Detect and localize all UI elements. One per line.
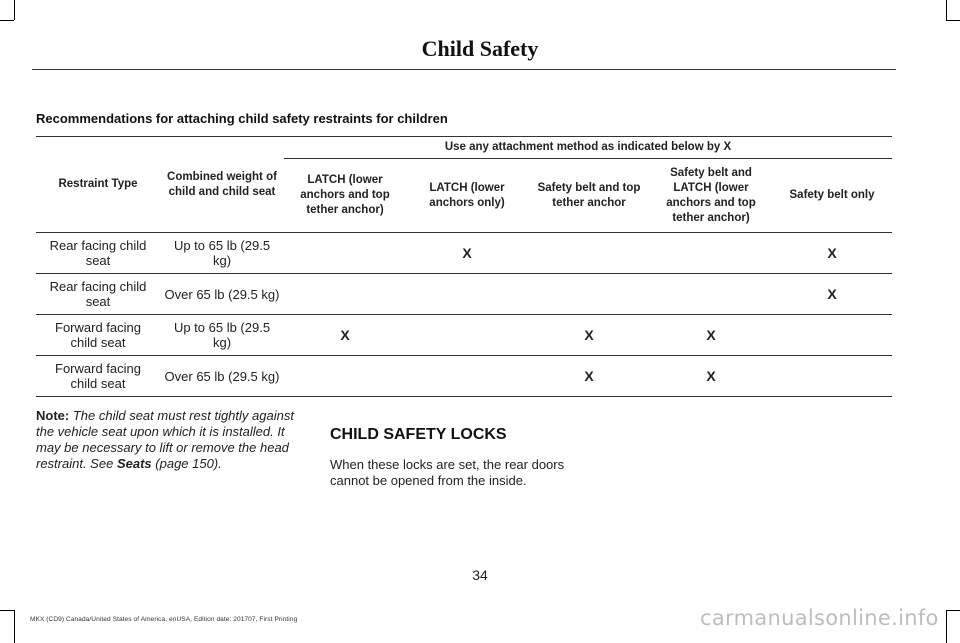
note-paragraph xyxy=(36,408,308,472)
seats-link[interactable]: Seats xyxy=(116,456,152,471)
crop-mark xyxy=(946,610,960,611)
col-header-method: Safety belt and LATCH (lower anchors and top tether anchor) xyxy=(650,159,772,233)
mark-cell xyxy=(528,274,650,315)
table-row xyxy=(36,274,892,315)
weight-cell: Up to 65 lb (29.5 kg) xyxy=(160,315,284,356)
group-header: Use any attachment method as indicated below by X xyxy=(284,137,892,159)
mark-cell: X xyxy=(528,356,650,397)
col-header-combined-weight: Combined weight of child and child seat xyxy=(160,137,284,233)
crop-mark xyxy=(946,0,947,20)
mark-cell xyxy=(284,274,406,315)
mark-cell xyxy=(406,315,528,356)
mark-cell: X xyxy=(406,233,528,274)
mark-cell xyxy=(772,356,892,397)
crop-mark xyxy=(0,610,14,611)
mark-cell: X xyxy=(650,315,772,356)
mark-cell: X xyxy=(772,233,892,274)
restraint-type-cell: Rear facing child seat xyxy=(36,233,160,274)
page-number: 34 xyxy=(472,567,488,583)
mark-cell: X xyxy=(528,315,650,356)
mark-cell xyxy=(284,356,406,397)
crop-mark xyxy=(14,610,15,643)
title-divider xyxy=(32,69,896,70)
table-caption: Recommendations for attaching child safety restraints for children xyxy=(36,111,448,126)
mark-cell xyxy=(772,315,892,356)
weight-cell: Over 65 lb (29.5 kg) xyxy=(160,356,284,397)
table-row xyxy=(36,356,892,397)
col-header-restraint-type: Restraint Type xyxy=(36,137,160,233)
crop-mark xyxy=(946,610,947,643)
page-reference: (page 150). xyxy=(155,456,222,471)
weight-cell: Over 65 lb (29.5 kg) xyxy=(160,274,284,315)
restraint-type-cell: Forward facing child seat xyxy=(36,315,160,356)
col-header-method: LATCH (lower anchors and top tether anchor) xyxy=(284,159,406,233)
note-label: Note: xyxy=(36,408,70,423)
restraint-table xyxy=(36,136,892,397)
table-row xyxy=(36,315,892,356)
footer-edition-info: MKX (CD9) Canada/United States of America, enUSA, Edition date: 201707, First Printing xyxy=(30,616,298,623)
col-header-method: Safety belt only xyxy=(772,159,892,233)
page-title: Child Safety xyxy=(421,36,539,61)
table-row xyxy=(36,233,892,274)
watermark: carmanualsonline.info xyxy=(700,606,939,630)
mark-cell: X xyxy=(772,274,892,315)
mark-cell: X xyxy=(284,315,406,356)
restraint-type-cell: Forward facing child seat xyxy=(36,356,160,397)
mark-cell xyxy=(650,274,772,315)
mark-cell xyxy=(284,233,406,274)
section-body: When these locks are set, the rear doors cannot be opened from the inside. xyxy=(330,457,565,488)
mark-cell xyxy=(528,233,650,274)
col-header-method: Safety belt and top tether anchor xyxy=(528,159,650,233)
mark-cell xyxy=(406,274,528,315)
crop-mark xyxy=(946,20,960,21)
note-text: The child seat must rest tightly against the vehicle seat upon which it is installed. It may be necessary to lift or remove the head restraint. See xyxy=(36,408,294,471)
mark-cell xyxy=(406,356,528,397)
mark-cell xyxy=(650,233,772,274)
restraint-type-cell: Rear facing child seat xyxy=(36,274,160,315)
crop-mark xyxy=(14,0,15,20)
mark-cell: X xyxy=(650,356,772,397)
col-header-method: LATCH (lower anchors only) xyxy=(406,159,528,233)
crop-mark xyxy=(0,20,14,21)
weight-cell: Up to 65 lb (29.5 kg) xyxy=(160,233,284,274)
section-heading: CHILD SAFETY LOCKS xyxy=(330,426,507,443)
